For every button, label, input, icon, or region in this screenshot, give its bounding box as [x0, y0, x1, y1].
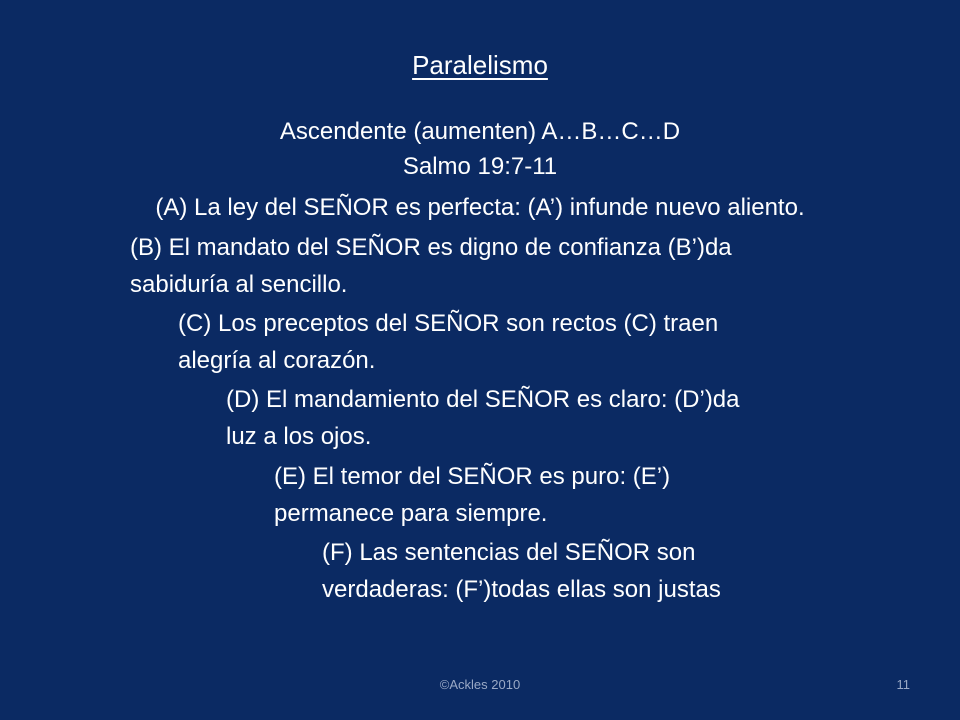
page-number: 11	[896, 677, 910, 692]
psalm-reference: Salmo 19:7-11	[402, 153, 558, 180]
verse-line-a: (A) La ley del SEÑOR es perfecta: (A’) infunde nuevo aliento.	[155, 194, 805, 221]
verse-line-d-cont: luz a los ojos.	[226, 423, 372, 450]
slide-title: Paralelismo	[412, 50, 548, 80]
verse-line-f-cont: verdaderas: (F’)todas ellas son justas	[322, 576, 721, 603]
verse-line-d: (D) El mandamiento del SEÑOR es claro: (D’)da	[226, 386, 740, 413]
verse-line-c-cont: alegría al corazón.	[178, 347, 376, 374]
verse-line-e: (E) El temor del SEÑOR es puro: (E’)	[274, 463, 671, 490]
verse-line-e-cont: permanece para siempre.	[274, 500, 548, 527]
slide-subtitle: Ascendente (aumenten) A…B…C…D	[279, 118, 681, 145]
verse-line-b-cont: sabiduría al sencillo.	[130, 271, 348, 298]
footer-copyright: ©Ackles 2010	[439, 677, 521, 692]
verse-line-f: (F) Las sentencias del SEÑOR son	[322, 539, 696, 566]
verse-line-b: (B) El mandato del SEÑOR es digno de confianza (B’)da	[130, 234, 732, 261]
verse-line-c: (C) Los preceptos del SEÑOR son rectos (C) traen	[178, 310, 719, 337]
